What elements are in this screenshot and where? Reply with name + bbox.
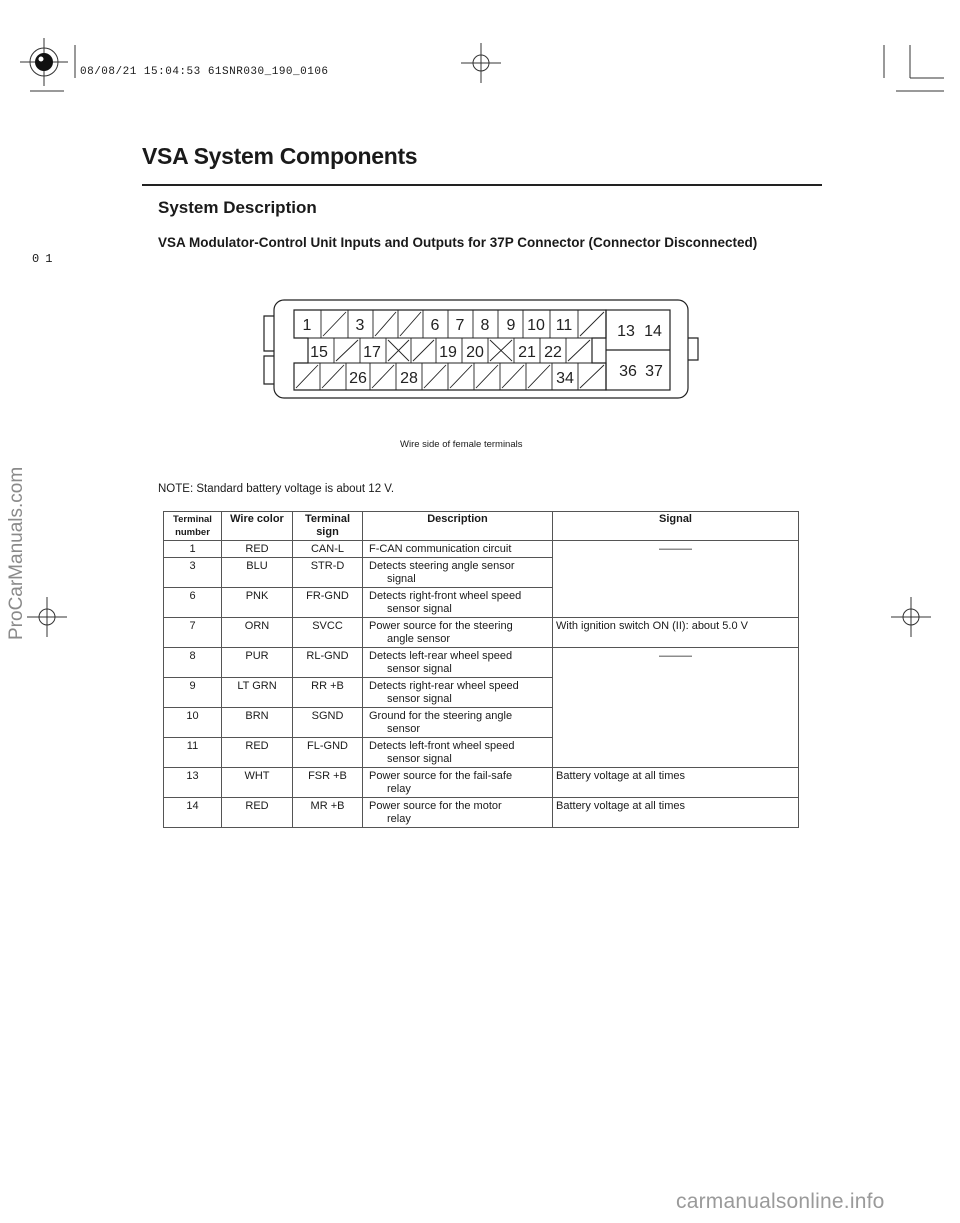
table-row: 13 WHT FSR +B Power source for the fail-safe relay Battery voltage at all times <box>164 768 799 798</box>
title-rule <box>142 184 822 186</box>
pin-label: 36 <box>619 363 637 380</box>
signal-cell: ——— <box>553 541 799 618</box>
table-row: 11 RED FL-GND Detects left-front wheel speed sensor signal <box>164 738 799 768</box>
pin-label: 19 <box>439 344 457 361</box>
bottom-watermark: carmanualsonline.info <box>676 1190 885 1213</box>
table-row: 9 LT GRN RR +B Detects right-rear wheel speed sensor signal <box>164 678 799 708</box>
terminal-table <box>163 511 799 828</box>
signal-cell: Battery voltage at all times <box>553 798 799 828</box>
table-row: 7 ORN SVCC Power source for the steering angle sensor With ignition switch ON (II): about 5.0 V <box>164 618 799 648</box>
pin-label: 11 <box>555 317 573 334</box>
pin-label: 34 <box>556 370 574 387</box>
table-row: 8 PUR RL-GND Detects left-rear wheel speed sensor signal ——— <box>164 648 799 678</box>
pin-label: 6 <box>430 317 440 334</box>
connector-diagram <box>258 296 704 406</box>
pin-label: 22 <box>544 344 562 361</box>
pin-label: 37 <box>645 363 663 380</box>
signal-cell: Battery voltage at all times <box>553 768 799 798</box>
subsection-heading: VSA Modulator-Control Unit Inputs and Outputs for 37P Connector (Connector Disconnected) <box>158 235 758 250</box>
pin-label: 7 <box>455 317 465 334</box>
page-title: VSA System Components <box>142 143 418 169</box>
table-row: 6 PNK FR-GND Detects right-front wheel speed sensor signal <box>164 588 799 618</box>
pin-label: 15 <box>310 344 328 361</box>
table-row: 1 RED CAN-L F-CAN communication circuit ——— <box>164 541 799 558</box>
pin-label: 21 <box>518 344 536 361</box>
pin-label: 28 <box>400 370 418 387</box>
header-terminal-sign: Terminal sign <box>293 512 363 541</box>
signal-cell: ——— <box>553 648 799 768</box>
signal-cell: With ignition switch ON (II): about 5.0 V <box>553 618 799 648</box>
pin-label: 1 <box>302 317 312 334</box>
pin-label: 10 <box>527 317 545 334</box>
voltage-note: NOTE: Standard battery voltage is about 12 V. <box>158 483 395 495</box>
pin-label: 14 <box>644 323 662 340</box>
header-signal: Signal <box>553 512 799 541</box>
header-terminal-number: Terminal number <box>164 512 222 541</box>
side-watermark: ProCarManuals.com <box>6 466 27 640</box>
pin-label: 17 <box>363 344 381 361</box>
page-marker: 01 <box>32 252 59 266</box>
connector-caption: Wire side of female terminals <box>400 439 523 450</box>
header-wire-color: Wire color <box>222 512 293 541</box>
pin-label: 20 <box>466 344 484 361</box>
pin-label: 9 <box>506 317 516 334</box>
table-row: 3 BLU STR-D Detects steering angle sensor signal <box>164 558 799 588</box>
pin-label: 26 <box>349 370 367 387</box>
print-timestamp: 08/08/21 15:04:53 61SNR030_190_0106 <box>80 66 329 78</box>
section-heading: System Description <box>158 198 317 217</box>
table-row: 14 RED MR +B Power source for the motor relay Battery voltage at all times <box>164 798 799 828</box>
table-header-row <box>164 512 799 541</box>
pin-label: 13 <box>617 323 635 340</box>
table-row: 10 BRN SGND Ground for the steering angle sensor <box>164 708 799 738</box>
pin-label: 8 <box>480 317 490 334</box>
header-description: Description <box>363 512 553 541</box>
pin-label: 3 <box>355 317 365 334</box>
